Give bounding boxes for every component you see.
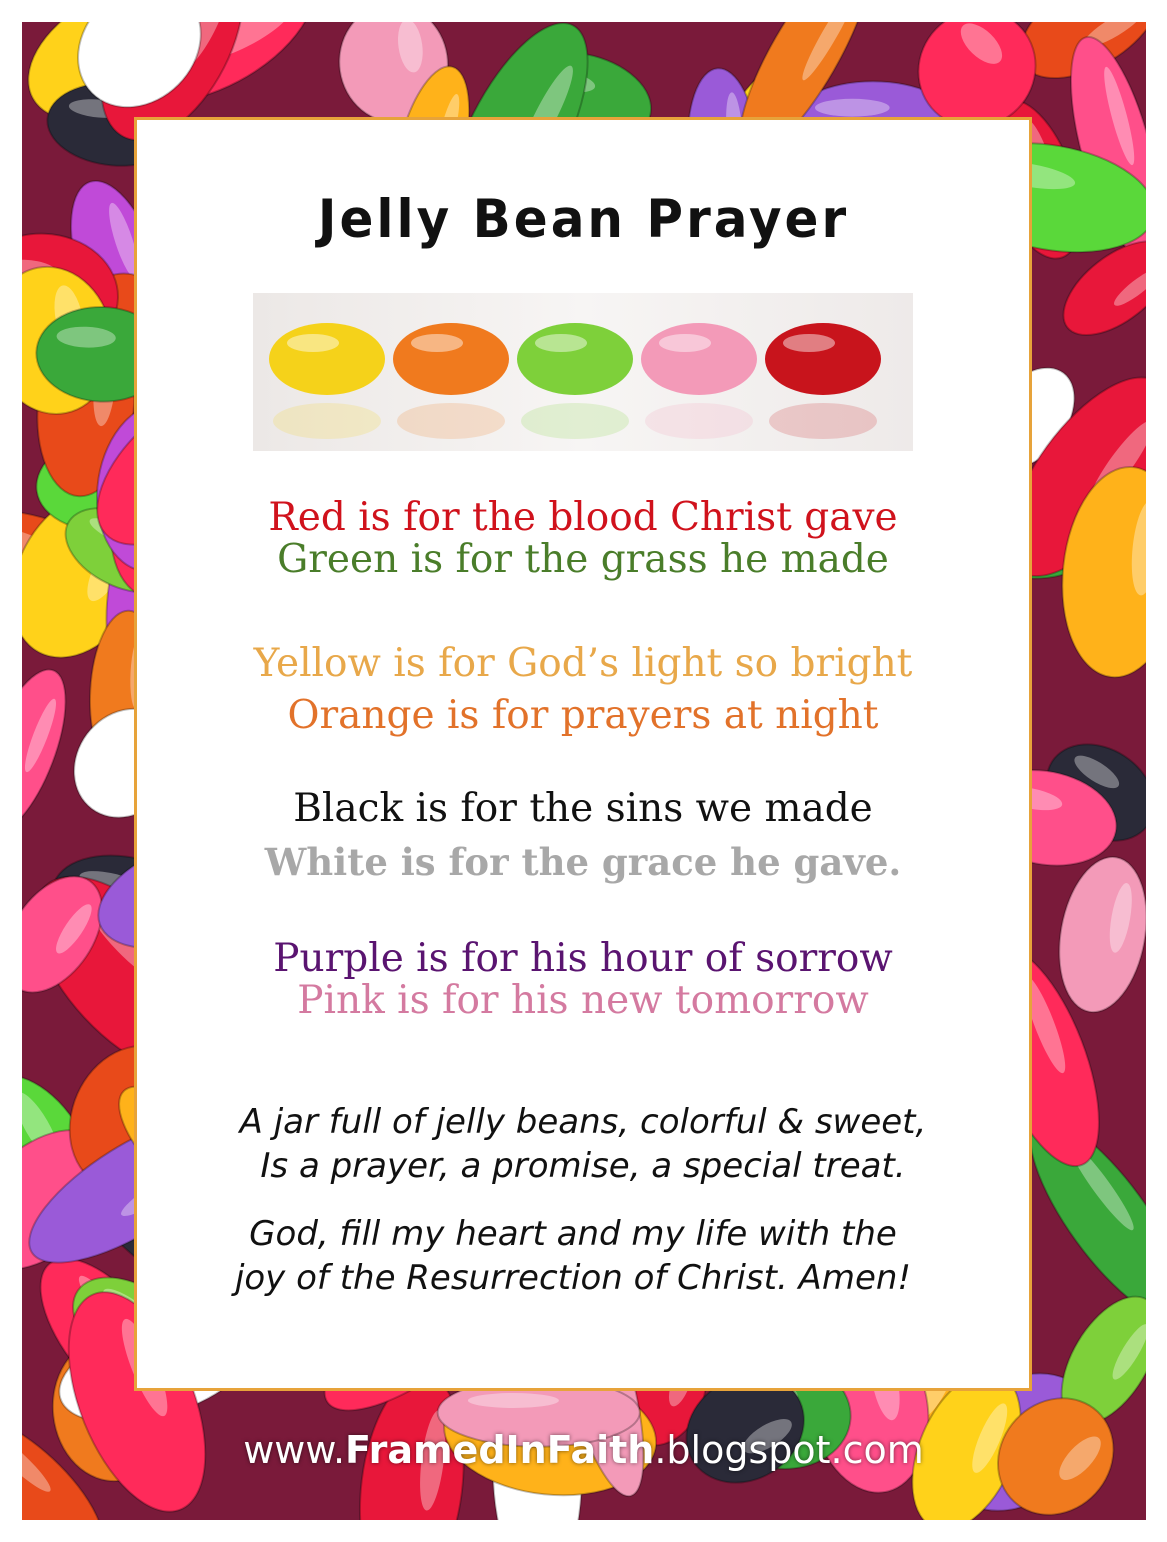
black-line: Black is for the sins we made [293, 786, 873, 831]
pink-bean [641, 323, 757, 395]
orange-bean-highlight [411, 334, 463, 352]
stanza-1 [134, 494, 1032, 584]
closing-verse-line-1: A jar full of jelly beans, colorful & sweet, [239, 1102, 927, 1142]
background-jelly-bean [1048, 850, 1146, 1019]
red-bean [765, 323, 881, 395]
green-bean [517, 323, 633, 395]
website-url[interactable] [0, 1428, 1167, 1472]
orange-bean-reflection [397, 403, 505, 439]
stanza-3 [134, 785, 1032, 886]
closing-prayer-line-1: God, fill my heart and my life with the [249, 1214, 897, 1254]
purple-line: Purple is for his hour of sorrow [273, 936, 893, 981]
closing-prayer-line-2: joy of the Resurrection of Christ. Amen! [234, 1258, 912, 1298]
yellow-bean-highlight [287, 334, 339, 352]
green-bean-reflection [521, 403, 629, 439]
closing-verse [134, 1100, 1032, 1188]
red-bean-reflection [769, 403, 877, 439]
yellow-bean-reflection [273, 403, 381, 439]
stanza-2 [134, 640, 1032, 740]
jelly-bean-row-image [253, 293, 913, 451]
url-suffix: .blogspot.com [654, 1428, 924, 1472]
background-jelly-bean-highlight [468, 1393, 559, 1408]
pink-bean-reflection [645, 403, 753, 439]
stanza-4 [134, 935, 1032, 1025]
pink-line: Pink is for his new tomorrow [297, 978, 869, 1023]
red-bean-highlight [783, 334, 835, 352]
yellow-line: Yellow is for God’s light so bright [253, 641, 913, 686]
yellow-bean [269, 323, 385, 395]
url-prefix: www. [243, 1428, 346, 1472]
background-jelly-bean-highlight [815, 99, 890, 117]
white-line: White is for the grace he gave. [264, 840, 902, 884]
url-site-name: FramedInFaith [345, 1428, 655, 1472]
orange-bean [393, 323, 509, 395]
red-line: Red is for the blood Christ gave [268, 495, 898, 540]
title-text: Jelly Bean Prayer [317, 188, 850, 250]
pink-bean-highlight [659, 334, 711, 352]
page-title [0, 190, 1167, 248]
green-bean-highlight [535, 334, 587, 352]
closing-verse-line-2: Is a prayer, a promise, a special treat. [260, 1146, 906, 1186]
orange-line: Orange is for prayers at night [287, 693, 879, 738]
closing-prayer [124, 1212, 1022, 1300]
green-line: Green is for the grass he made [277, 537, 889, 582]
